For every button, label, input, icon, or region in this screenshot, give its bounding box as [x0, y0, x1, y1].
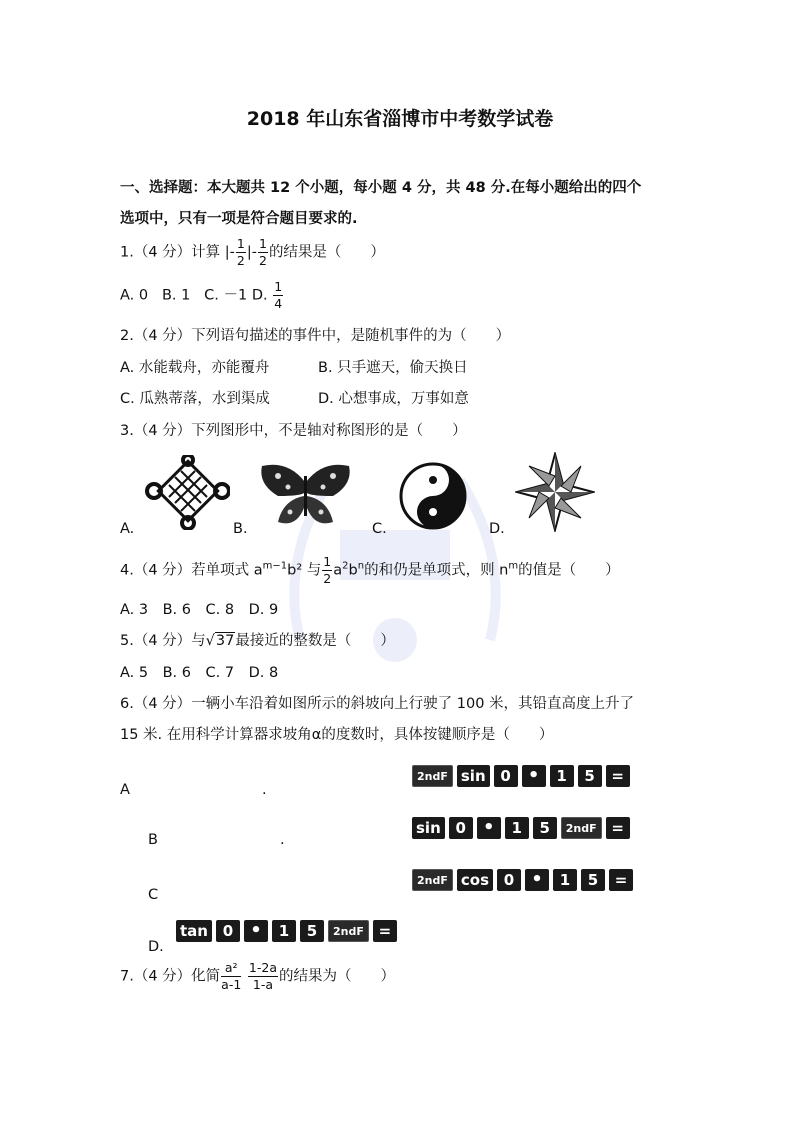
q3-label-a: A.	[120, 521, 135, 537]
q4-exp-2: 2	[342, 560, 349, 572]
key-5: 5	[533, 817, 557, 839]
q4-end: 的值是（ ）	[518, 562, 620, 579]
question-3: 3.（4 分）下列图形中，不是轴对称图形的是（ ）	[120, 423, 467, 439]
key-cos: cos	[457, 869, 493, 891]
q2-option-a: A. 水能载舟，亦能覆舟	[120, 360, 270, 376]
section-heading-line1: 一、选择题：本大题共 12 个小题，每小题 4 分，共 48 分.在每小题给出的四个	[120, 180, 642, 196]
q4-exp-4: m	[508, 560, 519, 572]
q1-option-d-fraction: $\frac{1}{4}$	[274, 279, 283, 311]
q2-option-c: C. 瓜熟蒂落，水到渠成	[120, 391, 270, 407]
q7-fraction-1: $\frac{\text{a²}}{a-1}$	[221, 960, 242, 992]
q1-option-b: B. 1	[161, 287, 191, 304]
question-4	[120, 556, 620, 585]
q4-suffix: 的和仍是单项式，则 n	[364, 562, 509, 579]
q7-fraction-2: $\frac{1-2a}{1-a}$	[248, 960, 277, 992]
key-dot: •	[477, 817, 501, 839]
key-equals: =	[606, 765, 630, 787]
q4-mid-2: a	[333, 562, 343, 579]
q1-option-d-label: D.	[251, 287, 268, 304]
q5-options: A. 5 B. 6 C. 7 D. 8	[120, 665, 279, 681]
key-0: 0	[216, 920, 240, 942]
q1-options	[120, 281, 284, 310]
q5-radicand: 37	[215, 633, 235, 649]
q1-prefix: 1.（4 分）计算 |-	[120, 244, 235, 261]
key-1: 1	[550, 765, 574, 787]
q3-label-c: C.	[372, 521, 387, 537]
q6-label-c: C	[148, 887, 159, 903]
chinese-knot-figure	[145, 455, 230, 530]
key-0: 0	[494, 765, 518, 787]
section-heading-line2: 选项中，只有一项是符合题目要求的.	[120, 211, 358, 227]
key-dot: •	[525, 869, 549, 891]
q6-keys-d	[176, 920, 401, 942]
question-1	[120, 238, 385, 267]
q6-label-a: A	[120, 782, 130, 798]
q3-label-d: D.	[489, 521, 505, 537]
key-2ndf: 2ndF	[412, 765, 453, 787]
page-title: 2018 年山东省淄博市中考数学试卷	[246, 108, 554, 130]
q2-option-b: B. 只手遮天，偷天换日	[318, 360, 468, 376]
question-5: 5.（4 分）与√37最接近的整数是（ ）	[120, 633, 395, 649]
q1-option-c: C. －1	[204, 287, 248, 304]
q4-fraction: $\frac{1}{2}$	[323, 554, 332, 586]
question-7	[120, 962, 395, 991]
q5-suffix: 最接近的整数是（ ）	[235, 633, 395, 649]
q7-suffix: 的结果为（ ）	[278, 968, 395, 985]
key-equals: =	[609, 869, 633, 891]
q2-option-d: D. 心想事成，万事如意	[318, 391, 469, 407]
q4-prefix: 4.（4 分）若单项式 a	[120, 562, 263, 579]
key-equals: =	[606, 817, 630, 839]
q1-fraction-2: $\frac{1}{2}$	[258, 236, 267, 268]
q1-fraction-1: $\frac{1}{2}$	[236, 236, 245, 268]
q4-exp-3: n	[357, 560, 365, 572]
key-2ndf: 2ndF	[561, 817, 602, 839]
key-sin: sin	[412, 817, 445, 839]
yin-yang-figure	[398, 461, 468, 531]
key-0: 0	[449, 817, 473, 839]
key-tan: tan	[176, 920, 212, 942]
key-1: 1	[272, 920, 296, 942]
question-6-line2: 15 米. 在用科学计算器求坡角α的度数时，具体按键顺序是（ ）	[120, 727, 554, 743]
key-1: 1	[553, 869, 577, 891]
key-sin: sin	[457, 765, 490, 787]
compass-star-figure	[515, 452, 595, 532]
key-5: 5	[300, 920, 324, 942]
q6-dot-b: .	[280, 832, 285, 848]
key-0: 0	[497, 869, 521, 891]
key-1: 1	[505, 817, 529, 839]
q6-label-b: B	[148, 832, 158, 848]
key-2ndf: 2ndF	[412, 869, 453, 891]
q6-keys-a	[412, 765, 634, 787]
q4-mid-3: b	[348, 562, 358, 579]
key-dot: •	[522, 765, 546, 787]
question-6-line1: 6.（4 分）一辆小车沿着如图所示的斜坡向上行驶了 100 米，其铅直高度上升了	[120, 696, 635, 712]
key-5: 5	[578, 765, 602, 787]
q6-label-d: D.	[148, 939, 164, 955]
q7-prefix: 7.（4 分）化简	[120, 968, 221, 985]
q3-label-b: B.	[233, 521, 248, 537]
q1-mid: |-	[246, 244, 257, 261]
q4-options: A. 3 B. 6 C. 8 D. 9	[120, 602, 279, 618]
key-2ndf: 2ndF	[328, 920, 369, 942]
q4-exp-1: m−1	[262, 560, 288, 572]
key-dot: •	[244, 920, 268, 942]
q5-prefix: 5.（4 分）与	[120, 633, 206, 649]
question-2: 2.（4 分）下列语句描述的事件中，是随机事件的为（ ）	[120, 328, 511, 344]
key-equals: =	[373, 920, 397, 942]
q6-keys-c	[412, 869, 637, 891]
butterfly-figure	[258, 462, 353, 532]
key-5: 5	[581, 869, 605, 891]
q6-keys-b	[412, 817, 634, 839]
q1-suffix: 的结果是（ ）	[268, 244, 385, 261]
q4-mid-1: b² 与	[287, 562, 322, 579]
q1-option-a: A. 0	[120, 287, 149, 304]
q6-dot-a: .	[262, 782, 267, 798]
